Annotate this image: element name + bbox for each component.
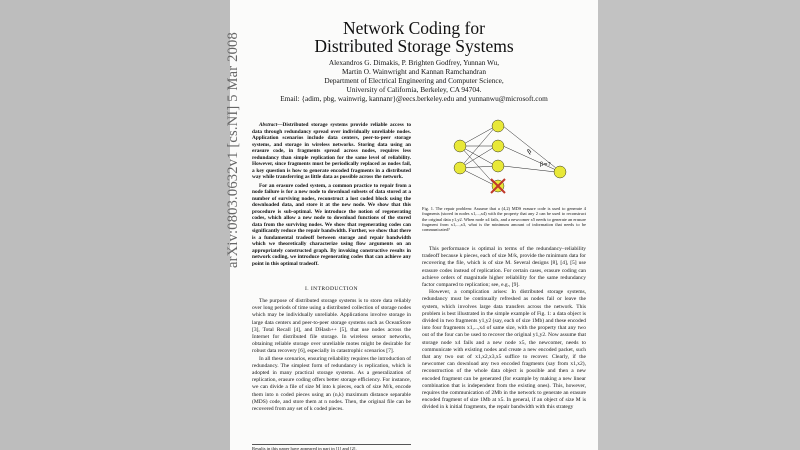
abstract xyxy=(252,122,411,269)
paper-page xyxy=(230,0,598,450)
email: Email: {adim, pbg, wainwrig, kannanr}@eecs.berkeley.edu and yunnanwu@microsoft.com xyxy=(280,94,548,103)
left-background xyxy=(0,0,230,450)
authors-line2: Martin O. Wainwright and Kannan Ramchandran xyxy=(342,67,486,76)
paper-title-line2: Distributed Storage Systems xyxy=(314,36,514,56)
abstract-p1: —Distributed storage systems provide reliable access to data through redundancy spread over individually unreliable nodes. Application scenarios include data centers, peer-to-peer storage systems, and storage in wireless networks. Storing data using an erasure code, in fragments spread across nodes, requires less redundancy than simple replication for the same level of reliability. However, since fragments must be periodically replaced as nodes fail, a key question is how to generate encoded fragments in a distributed way while transferring as little data as possible across the network. xyxy=(252,122,411,180)
university: University of California, Berkeley, CA 94704. xyxy=(346,85,482,94)
node-x1 xyxy=(492,120,504,132)
beta-label: β xyxy=(526,147,533,156)
intro-p2: In all these scenarios, ensuring reliability requires the introduction of redundancy. The simplest form of redundancy is replication, which is adopted in many practical storage systems. As a generalization of replication, erasure coding offers better storage efficiency. For instance, we can divide a file of size M into k pieces, each of size M/k, encode them into n coded pieces using an (n,k) maximum distance separable (MDS) code, and store them at n nodes. Then, the original file can be recovered from any set of k coded pieces. xyxy=(252,355,411,413)
abstract-label: Abstract xyxy=(259,122,278,128)
department: Department of Electrical Engineering and Computer Science, xyxy=(324,76,504,85)
col2-p2: However, a complication arises: In distributed storage systems, redundancy must be continually refreshed as nodes fail or leave the system, which involves large data transfers across the network. This problem is best illustrated in the simple example of Fig. 1: a data object is divided in two fragments y1,y2 (say, each of size 1Mb) and these encoded into four fragments x1,...,x4 of same size, with the property that any two out of the four can be used to recover the original y1,y2. Now assume that storage node x4 fails and a new node x5, the newcomer, needs to communicate with existing nodes and create a new encoded packet, such that any two out of x1,x2,x3,x5 suffice to recover. Clearly, if the newcomer can download any two encoded fragments (say from x1,x2), reconstruction of the whole data object is possible and then a new encoded fragment can be generated (for example by making a new linear combination that is independent from the existing ones). This, however, requires the communication of 2Mb in the network to generate an erasure encoded fragment of size 1Mb at x5. In general, if an object of size M is divided in k initial fragments, the repair bandwidth with this strategy xyxy=(422,289,586,411)
col2-p1: This performance is optimal in terms of the redundancy–reliability tradeoff because k pieces, each of size M/k, provide the minimum data for recovering the file, which is of size M. Several designs [8], [4], [5] use erasure codes instead of replication. For certain cases, erasure coding can achieve orders of magnitude higher reliability for the same redundancy factor compared to replication; see, e.g., [9]. xyxy=(422,246,586,289)
intro-p1: The purpose of distributed storage systems is to store data reliably over long periods of time using a distributed collection of storage nodes which may be individually unreliable. Applications involve storage in large data centers and peer-to-peer storage systems such as OceanStore [3], Total Recall [4], and DHash++ [5], that use nodes across the Internet for distributed file storage. In wireless sensor networks, obtaining reliable storage over unreliable motes might be desirable for robust data recovery [6], especially in catastrophic scenarios [7]. xyxy=(252,298,411,355)
intro-column xyxy=(252,298,411,413)
figure-1-diagram xyxy=(436,118,586,200)
arxiv-identifier: arXiv:0803.0632v1 [cs.NI] 5 Mar 2008 xyxy=(225,32,241,268)
authors-line1: Alexandros G. Dimakis, P. Brighten Godfrey, Yunnan Wu, xyxy=(328,58,500,67)
footnote: Results in this paper have appeared in part in [1] and [2]. xyxy=(252,444,411,450)
node-y2 xyxy=(454,162,466,174)
node-x3 xyxy=(492,160,504,172)
paper-title-line1: Network Coding for xyxy=(343,18,485,38)
right-column xyxy=(422,246,586,412)
node-x2 xyxy=(492,140,504,152)
right-background xyxy=(598,0,800,450)
node-x5 xyxy=(554,166,566,178)
figure-caption: Fig. 1. The repair problem: Assume that a (4,2) MDS erasure code is used to generate 4 fragments (stored in nodes x1,...,x4) with the property that any 2 can be used to reconstruct the original data y1,y2. When node x4 fails, and a newcomer x5 needs to generate an erasure fragment from x1,...,x3, what is the minimum amount of information that needs to be communicated? xyxy=(422,206,586,233)
abstract-p2: For an erasure coded system, a common practice to repair from a node failure is for a new node to download subsets of data stored at a number of surviving nodes, reconstruct a lost coded block using the downloaded data, and store it at the new node. We show that this procedure is sub-optimal. We introduce the notion of regenerating codes, which allow a new node to download functions of the stored data from the surviving nodes. We show that regenerating codes can significantly reduce the repair bandwidth. Further, we show that there is a fundamental tradeoff between storage and repair bandwidth which we theoretically characterize using flow arguments on an appropriately constructed graph. By invoking constructive results in network coding, we introduce regenerating codes that can achieve any point in this optimal tradeoff. xyxy=(252,182,411,267)
node-y1 xyxy=(454,140,466,152)
section-heading: I. INTRODUCTION xyxy=(305,286,358,292)
beta-question-label: β=? xyxy=(540,162,551,168)
